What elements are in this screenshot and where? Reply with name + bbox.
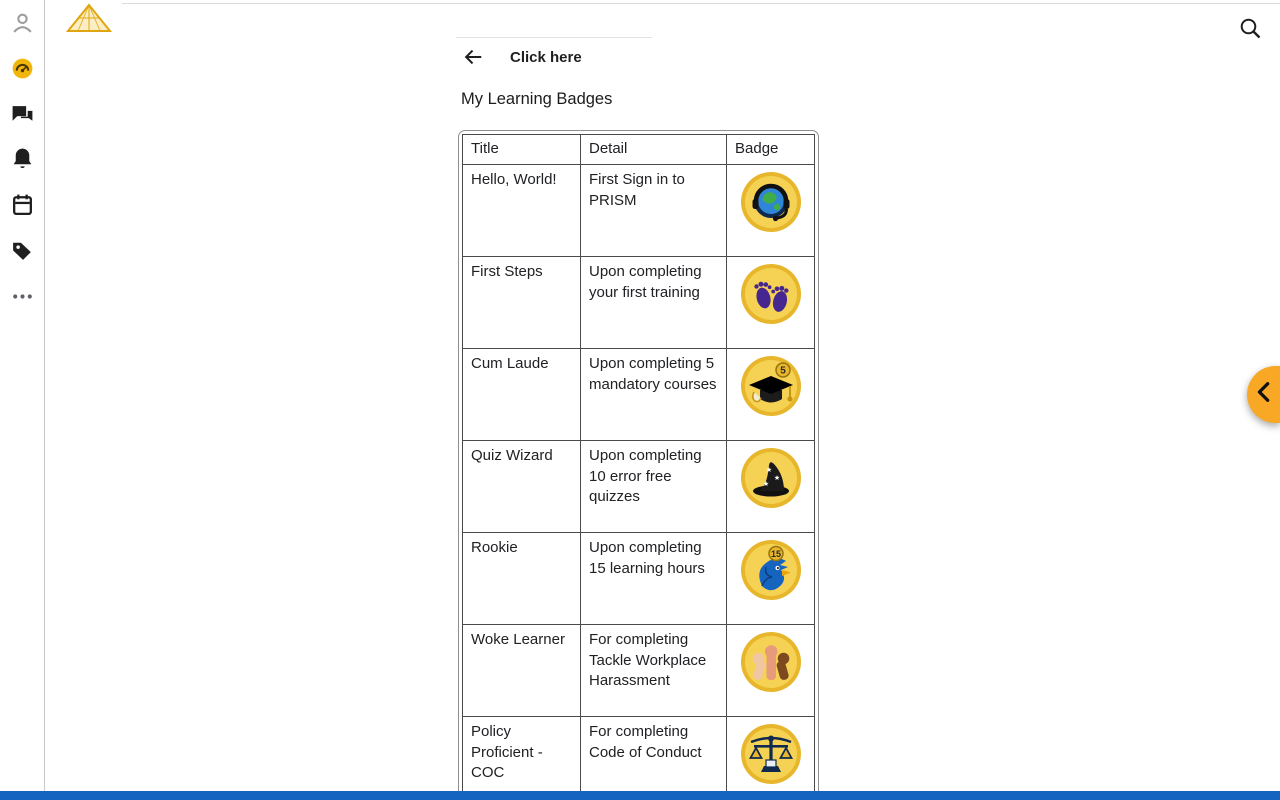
badge-title: Hello, World!	[463, 165, 581, 257]
chat-icon	[10, 102, 35, 127]
table-header-row	[463, 135, 815, 165]
badge-title: Quiz Wizard	[463, 441, 581, 533]
back-link[interactable]: Click here	[510, 48, 582, 66]
badge-detail: For completing Tackle Workplace Harassment	[581, 625, 727, 717]
top-divider	[122, 3, 1280, 4]
table-row	[463, 349, 815, 441]
badge-detail: For completing Code of Conduct	[581, 717, 727, 800]
badges-table-container	[458, 130, 819, 800]
person-icon	[10, 10, 35, 35]
bottom-bar	[0, 791, 1280, 800]
triangle-logo	[66, 3, 112, 33]
badge-title: Cum Laude	[463, 349, 581, 441]
profile-button[interactable]	[10, 10, 35, 35]
graduation-cap-badge-icon	[739, 354, 803, 418]
badge-detail: Upon completing 5 mandatory courses	[581, 349, 727, 441]
wizard-hat-badge-icon	[739, 446, 803, 510]
table-row	[463, 717, 815, 800]
left-icon-rail	[0, 0, 45, 791]
table-row	[463, 257, 815, 349]
back-row	[462, 46, 582, 68]
badge-title: Woke Learner	[463, 625, 581, 717]
search-icon	[1238, 27, 1262, 44]
globe-headset-badge-icon	[739, 170, 803, 234]
table-row	[463, 441, 815, 533]
badge-count-label: 5	[779, 365, 786, 377]
search-button[interactable]	[1238, 16, 1262, 40]
table-row	[463, 165, 815, 257]
back-arrow-icon[interactable]	[462, 46, 484, 68]
tag-icon	[10, 238, 35, 263]
points-meter-icon	[10, 56, 35, 81]
svg-text:★: ★	[762, 481, 769, 489]
table-row	[463, 625, 815, 717]
svg-text:★: ★	[765, 467, 772, 475]
more-button[interactable]	[10, 284, 35, 309]
notifications-button[interactable]	[10, 146, 35, 171]
badge-title: Policy Proficient - COC	[463, 717, 581, 800]
badge-detail: First Sign in to PRISM	[581, 165, 727, 257]
points-button[interactable]	[10, 56, 35, 81]
table-row	[463, 533, 815, 625]
badge-title: Rookie	[463, 533, 581, 625]
calendar-button[interactable]	[10, 192, 35, 217]
badge-title: First Steps	[463, 257, 581, 349]
more-ellipsis-icon	[10, 284, 35, 309]
raised-fists-badge-icon	[739, 630, 803, 694]
chat-button[interactable]	[10, 102, 35, 127]
bell-icon	[10, 146, 35, 171]
badges-table	[462, 134, 815, 800]
badge-detail: Upon completing 15 learning hours	[581, 533, 727, 625]
badge-detail: Upon completing your first training	[581, 257, 727, 349]
svg-text:★: ★	[773, 475, 780, 483]
header-title: Title	[463, 135, 581, 165]
tags-button[interactable]	[10, 238, 35, 263]
header-badge: Badge	[727, 135, 815, 165]
chevron-left-icon	[1254, 381, 1274, 408]
content-top-edge	[456, 37, 652, 38]
scales-badge-icon	[739, 722, 803, 786]
page-title: My Learning Badges	[461, 90, 613, 108]
badge-count-label: 15	[770, 549, 781, 560]
badge-detail: Upon completing 10 error free quizzes	[581, 441, 727, 533]
footprints-badge-icon	[739, 262, 803, 326]
bird-badge-icon	[739, 538, 803, 602]
calendar-icon	[10, 192, 35, 217]
side-panel-toggle[interactable]	[1247, 366, 1280, 423]
header-detail: Detail	[581, 135, 727, 165]
